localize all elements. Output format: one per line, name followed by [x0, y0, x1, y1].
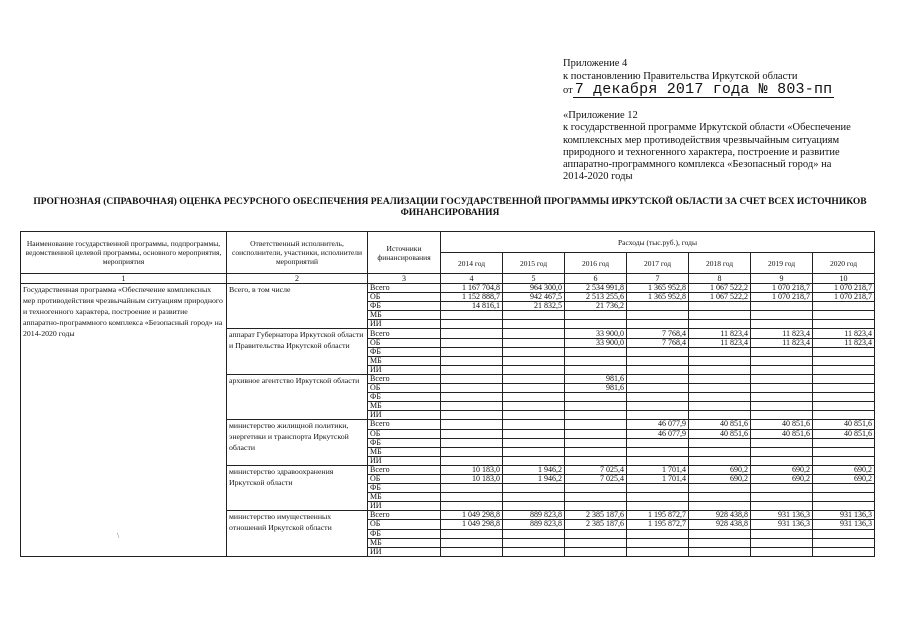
amount-cell [813, 538, 875, 547]
amount-cell [565, 393, 627, 402]
column-index-row [21, 274, 875, 284]
amount-cell [441, 538, 503, 547]
amount-cell [627, 402, 689, 411]
table-row [21, 284, 875, 293]
funding-source-cell: МБ [368, 493, 441, 502]
resource-table [20, 231, 875, 557]
amount-cell [813, 493, 875, 502]
appendix-decree-line: к постановлению Правительства Иркутской области [563, 71, 798, 82]
amount-cell: 889 823,8 [503, 520, 565, 529]
amount-cell [813, 320, 875, 329]
amount-cell [689, 302, 751, 311]
amount-cell [689, 365, 751, 374]
appendix-12-body: к государственной программе Иркутской области «Обеспечение комплексных мер противодействия чрезвычайным ситуациям природного и техногенного характера, построение и развитие аппаратно-программного комплекса «Безопасный город» на 2014-2020 годы [563, 122, 851, 183]
amount-cell [751, 347, 813, 356]
amount-cell [689, 502, 751, 511]
amount-cell [751, 493, 813, 502]
amount-cell [627, 393, 689, 402]
amount-cell [565, 311, 627, 320]
amount-cell [627, 384, 689, 393]
amount-cell [565, 502, 627, 511]
amount-cell [503, 420, 565, 429]
amount-cell [813, 529, 875, 538]
amount-cell: 690,2 [689, 474, 751, 483]
amount-cell [813, 484, 875, 493]
funding-source-cell: ИИ [368, 411, 441, 420]
amount-cell: 931 136,3 [751, 511, 813, 520]
amount-cell: 931 136,3 [813, 520, 875, 529]
amount-cell [627, 411, 689, 420]
amount-cell: 931 136,3 [751, 520, 813, 529]
funding-source-cell: ОБ [368, 520, 441, 529]
appendix-date-line [563, 83, 834, 98]
funding-source-cell: ФБ [368, 393, 441, 402]
amount-cell [565, 493, 627, 502]
amount-cell [689, 402, 751, 411]
amount-cell: 7 025,4 [565, 465, 627, 474]
amount-cell: 690,2 [751, 465, 813, 474]
amount-cell [503, 356, 565, 365]
funding-source-cell: Всего [368, 284, 441, 293]
amount-cell [441, 456, 503, 465]
executor-cell: министерство жилищной политики, энергетики и транспорта Иркутской области [227, 420, 368, 465]
amount-cell [441, 529, 503, 538]
amount-cell: 33 900,0 [565, 338, 627, 347]
amount-cell: 1 946,2 [503, 465, 565, 474]
amount-cell [813, 402, 875, 411]
appendix-4-block [563, 57, 834, 98]
amount-cell [689, 484, 751, 493]
amount-cell [441, 493, 503, 502]
amount-cell: 2 385 187,6 [565, 520, 627, 529]
amount-cell [441, 547, 503, 556]
amount-cell [503, 447, 565, 456]
amount-cell [751, 529, 813, 538]
amount-cell [751, 547, 813, 556]
amount-cell [813, 311, 875, 320]
amount-cell [565, 456, 627, 465]
amount-cell [565, 356, 627, 365]
amount-cell [627, 365, 689, 374]
amount-cell: 964 300,0 [503, 284, 565, 293]
funding-source-cell: ФБ [368, 484, 441, 493]
amount-cell [565, 538, 627, 547]
amount-cell [627, 538, 689, 547]
amount-cell [503, 311, 565, 320]
amount-cell [565, 320, 627, 329]
amount-cell [751, 456, 813, 465]
amount-cell [689, 538, 751, 547]
amount-cell [813, 411, 875, 420]
amount-cell: 1 070 218,7 [751, 293, 813, 302]
funding-source-cell: МБ [368, 538, 441, 547]
header-year: 2016 год [565, 253, 627, 274]
stray-mark: \ [117, 531, 120, 540]
amount-cell [627, 311, 689, 320]
amount-cell: 40 851,6 [689, 420, 751, 429]
header-program-name: Наименование государственной программы, подпрограммы, ведомственной целевой программы, основного мероприятия, мероприятия [21, 232, 227, 274]
amount-cell [441, 420, 503, 429]
funding-source-cell: ОБ [368, 474, 441, 483]
amount-cell: 11 823,4 [689, 329, 751, 338]
amount-cell [441, 393, 503, 402]
funding-source-cell: Всего [368, 374, 441, 383]
amount-cell [813, 302, 875, 311]
amount-cell: 690,2 [813, 474, 875, 483]
amount-cell: 981,6 [565, 374, 627, 383]
amount-cell: 2 513 255,6 [565, 293, 627, 302]
amount-cell [813, 347, 875, 356]
amount-cell: 40 851,6 [813, 420, 875, 429]
funding-source-cell: ОБ [368, 384, 441, 393]
amount-cell [441, 411, 503, 420]
amount-cell: 931 136,3 [813, 511, 875, 520]
funding-source-cell: ИИ [368, 365, 441, 374]
amount-cell [565, 402, 627, 411]
amount-cell: 889 823,8 [503, 511, 565, 520]
amount-cell: 2 534 991,8 [565, 284, 627, 293]
amount-cell: 690,2 [751, 474, 813, 483]
appendix-title: Приложение 4 [563, 58, 628, 69]
amount-cell [689, 529, 751, 538]
funding-source-cell: ФБ [368, 529, 441, 538]
executor-cell: аппарат Губернатора Иркутской области и Правительства Иркутской области [227, 329, 368, 374]
amount-cell [441, 329, 503, 338]
amount-cell [441, 347, 503, 356]
amount-cell [689, 411, 751, 420]
amount-cell [751, 384, 813, 393]
amount-cell: 1 195 872,7 [627, 520, 689, 529]
executor-cell: министерство имущественных отношений Иркутской области [227, 511, 368, 556]
column-index: 1 [21, 274, 227, 284]
amount-cell: 11 823,4 [813, 329, 875, 338]
amount-cell [503, 538, 565, 547]
amount-cell: 11 823,4 [751, 338, 813, 347]
date-prefix: от [563, 85, 573, 96]
amount-cell: 981,6 [565, 384, 627, 393]
amount-cell [751, 302, 813, 311]
amount-cell: 1 070 218,7 [813, 293, 875, 302]
column-index: 7 [627, 274, 689, 284]
funding-source-cell: Всего [368, 465, 441, 474]
amount-cell [689, 384, 751, 393]
amount-cell [689, 356, 751, 365]
executor-cell: министерство здравоохранения Иркутской области [227, 465, 368, 510]
funding-source-cell: ФБ [368, 438, 441, 447]
amount-cell [441, 320, 503, 329]
amount-cell: 1 167 704,8 [441, 284, 503, 293]
amount-cell [441, 311, 503, 320]
amount-cell [627, 529, 689, 538]
amount-cell [565, 429, 627, 438]
amount-cell [503, 502, 565, 511]
amount-cell [565, 411, 627, 420]
amount-cell: 40 851,6 [689, 429, 751, 438]
funding-source-cell: МБ [368, 311, 441, 320]
amount-cell [751, 365, 813, 374]
amount-cell: 11 823,4 [751, 329, 813, 338]
amount-cell [441, 438, 503, 447]
amount-cell [751, 374, 813, 383]
amount-cell [689, 493, 751, 502]
amount-cell [503, 320, 565, 329]
funding-source-cell: ФБ [368, 302, 441, 311]
amount-cell: 40 851,6 [751, 420, 813, 429]
amount-cell [503, 338, 565, 347]
amount-cell [441, 384, 503, 393]
amount-cell [503, 347, 565, 356]
amount-cell [751, 356, 813, 365]
amount-cell [751, 311, 813, 320]
funding-source-cell: Всего [368, 329, 441, 338]
amount-cell [813, 438, 875, 447]
amount-cell [441, 429, 503, 438]
amount-cell: 46 077,9 [627, 429, 689, 438]
amount-cell [441, 374, 503, 383]
amount-cell: 21 736,2 [565, 302, 627, 311]
amount-cell [627, 484, 689, 493]
executor-cell: Всего, в том числе [227, 284, 368, 329]
amount-cell [565, 438, 627, 447]
header-expenses: Расходы (тыс.руб.), годы [441, 232, 875, 253]
amount-cell [813, 456, 875, 465]
amount-cell [751, 538, 813, 547]
amount-cell [441, 447, 503, 456]
funding-source-cell: ФБ [368, 347, 441, 356]
amount-cell: 33 900,0 [565, 329, 627, 338]
decree-number: 7 декабря 2017 года № 803-пп [574, 81, 833, 98]
amount-cell [689, 393, 751, 402]
amount-cell [503, 365, 565, 374]
amount-cell: 1 067 522,2 [689, 293, 751, 302]
amount-cell [627, 438, 689, 447]
column-index: 9 [751, 274, 813, 284]
amount-cell [565, 547, 627, 556]
header-year: 2020 год [813, 253, 875, 274]
amount-cell: 1 701,4 [627, 474, 689, 483]
amount-cell [751, 484, 813, 493]
amount-cell [503, 329, 565, 338]
amount-cell [813, 447, 875, 456]
amount-cell [627, 502, 689, 511]
amount-cell [751, 393, 813, 402]
funding-source-cell: ОБ [368, 338, 441, 347]
amount-cell: 40 851,6 [813, 429, 875, 438]
amount-cell [503, 547, 565, 556]
amount-cell: 10 183,0 [441, 465, 503, 474]
funding-source-cell: ИИ [368, 320, 441, 329]
amount-cell [813, 356, 875, 365]
funding-source-cell: Всего [368, 511, 441, 520]
funding-source-cell: ИИ [368, 456, 441, 465]
amount-cell: 1 365 952,8 [627, 284, 689, 293]
amount-cell: 7 768,4 [627, 338, 689, 347]
amount-cell: 11 823,4 [689, 338, 751, 347]
column-index: 2 [227, 274, 368, 284]
amount-cell: 928 438,8 [689, 511, 751, 520]
amount-cell [689, 438, 751, 447]
amount-cell: 46 077,9 [627, 420, 689, 429]
amount-cell: 690,2 [813, 465, 875, 474]
amount-cell: 942 467,5 [503, 293, 565, 302]
column-index: 3 [368, 274, 441, 284]
amount-cell: 1 049 298,8 [441, 511, 503, 520]
amount-cell: 690,2 [689, 465, 751, 474]
amount-cell [689, 374, 751, 383]
amount-cell [689, 320, 751, 329]
amount-cell [813, 384, 875, 393]
amount-cell [689, 347, 751, 356]
amount-cell [441, 484, 503, 493]
amount-cell: 1 365 952,8 [627, 293, 689, 302]
amount-cell [627, 547, 689, 556]
amount-cell [503, 493, 565, 502]
amount-cell [689, 447, 751, 456]
amount-cell: 40 851,6 [751, 429, 813, 438]
amount-cell [565, 529, 627, 538]
amount-cell: 2 385 187,6 [565, 511, 627, 520]
amount-cell: 7 768,4 [627, 329, 689, 338]
header-executor: Ответственный исполнитель, соисполнители, участники, исполнители мероприятий [227, 232, 368, 274]
header-year: 2015 год [503, 253, 565, 274]
program-name-cell: Государственная программа «Обеспечение комплексных мер противодействия чрезвычайным ситуациям природного и техногенного характера, построение и развитие аппаратно-программного комплекса «Безопасный город» на 2014-2020 годы [21, 284, 227, 557]
amount-cell: 21 832,5 [503, 302, 565, 311]
amount-cell [503, 393, 565, 402]
amount-cell [503, 374, 565, 383]
funding-source-cell: ИИ [368, 502, 441, 511]
amount-cell: 1 067 522,2 [689, 284, 751, 293]
amount-cell [627, 374, 689, 383]
amount-cell [627, 302, 689, 311]
funding-source-cell: МБ [368, 447, 441, 456]
header-year: 2018 год [689, 253, 751, 274]
amount-cell [565, 420, 627, 429]
amount-cell: 1 195 872,7 [627, 511, 689, 520]
amount-cell [565, 484, 627, 493]
amount-cell: 11 823,4 [813, 338, 875, 347]
amount-cell [813, 547, 875, 556]
funding-source-cell: ИИ [368, 547, 441, 556]
amount-cell: 1 946,2 [503, 474, 565, 483]
header-funding-source: Источники финансирования [368, 232, 441, 274]
amount-cell [627, 347, 689, 356]
funding-source-cell: ОБ [368, 293, 441, 302]
executor-cell: архивное агентство Иркутской области [227, 374, 368, 419]
amount-cell [751, 447, 813, 456]
amount-cell [751, 438, 813, 447]
amount-cell [503, 529, 565, 538]
header-year: 2017 год [627, 253, 689, 274]
amount-cell [441, 356, 503, 365]
amount-cell [441, 338, 503, 347]
amount-cell [689, 456, 751, 465]
amount-cell: 10 183,0 [441, 474, 503, 483]
amount-cell: 1 070 218,7 [813, 284, 875, 293]
amount-cell: 1 070 218,7 [751, 284, 813, 293]
column-index: 6 [565, 274, 627, 284]
amount-cell [627, 356, 689, 365]
amount-cell [503, 484, 565, 493]
amount-cell [813, 502, 875, 511]
amount-cell [627, 493, 689, 502]
amount-cell: 1 049 298,8 [441, 520, 503, 529]
column-index: 8 [689, 274, 751, 284]
amount-cell: 7 025,4 [565, 474, 627, 483]
column-index: 10 [813, 274, 875, 284]
funding-source-cell: МБ [368, 356, 441, 365]
amount-cell [503, 438, 565, 447]
amount-cell [503, 411, 565, 420]
amount-cell [689, 547, 751, 556]
amount-cell [565, 347, 627, 356]
amount-cell [441, 402, 503, 411]
amount-cell [565, 447, 627, 456]
amount-cell [503, 384, 565, 393]
amount-cell [503, 429, 565, 438]
amount-cell [441, 365, 503, 374]
amount-cell [503, 402, 565, 411]
amount-cell [565, 365, 627, 374]
amount-cell: 928 438,8 [689, 520, 751, 529]
amount-cell [689, 311, 751, 320]
column-index: 4 [441, 274, 503, 284]
amount-cell: 1 701,4 [627, 465, 689, 474]
amount-cell [503, 456, 565, 465]
header-year: 2014 год [441, 253, 503, 274]
amount-cell [627, 456, 689, 465]
amount-cell [627, 320, 689, 329]
funding-source-cell: Всего [368, 420, 441, 429]
funding-source-cell: ОБ [368, 429, 441, 438]
amount-cell [751, 320, 813, 329]
header-year: 2019 год [751, 253, 813, 274]
amount-cell [751, 411, 813, 420]
amount-cell [813, 393, 875, 402]
amount-cell [813, 365, 875, 374]
funding-source-cell: МБ [368, 402, 441, 411]
column-index: 5 [503, 274, 565, 284]
amount-cell [627, 447, 689, 456]
appendix-12-block [563, 110, 858, 184]
amount-cell: 1 152 888,7 [441, 293, 503, 302]
amount-cell [751, 402, 813, 411]
amount-cell: 14 816,1 [441, 302, 503, 311]
amount-cell [751, 502, 813, 511]
appendix-12-title: «Приложение 12 [563, 110, 638, 121]
amount-cell [813, 374, 875, 383]
document-title: ПРОГНОЗНАЯ (СПРАВОЧНАЯ) ОЦЕНКА РЕСУРСНОГО ОБЕСПЕЧЕНИЯ РЕАЛИЗАЦИИ ГОСУДАРСТВЕННОЙ ПРОГРАММЫ ИРКУТСКОЙ ОБЛАСТИ ЗА СЧЕТ ВСЕХ ИСТОЧНИКОВ ФИНАНСИРОВАНИЯ [33, 197, 867, 218]
amount-cell [441, 502, 503, 511]
